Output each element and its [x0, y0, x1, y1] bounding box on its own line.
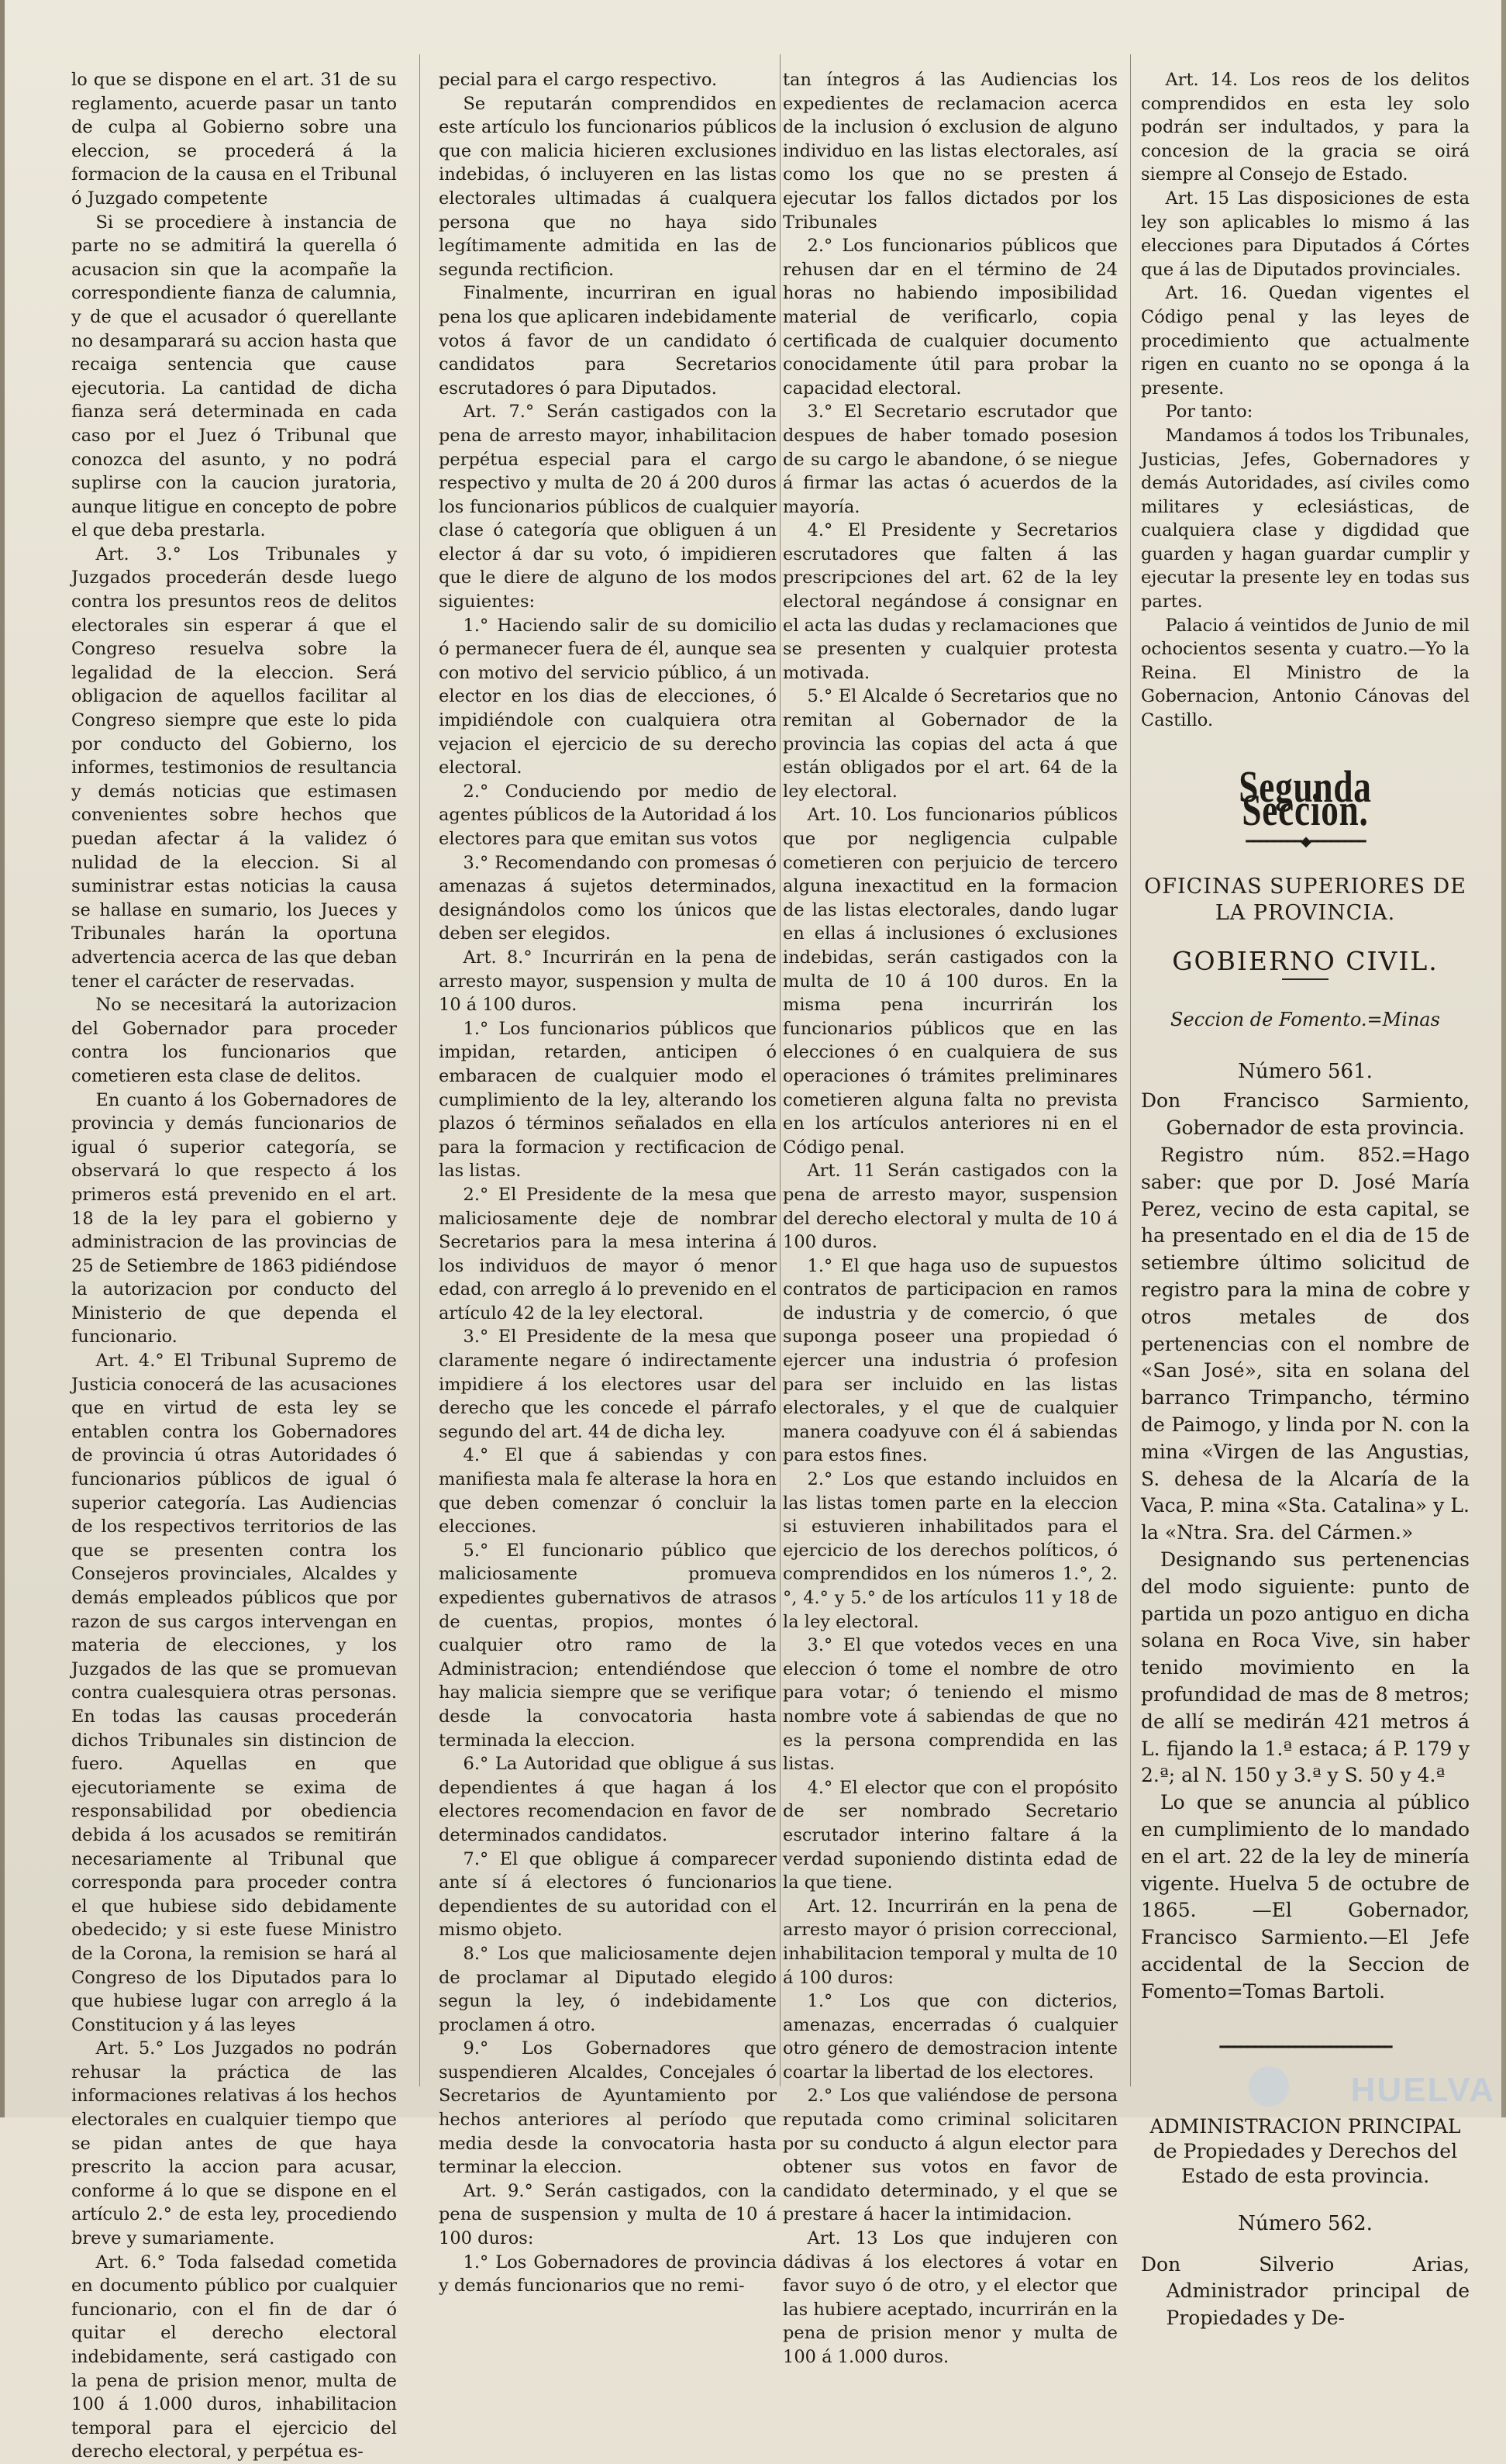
- col4-paragraph: Mandamos á todos los Tribunales, Justicias, Jefes, Gobernadores y demás Autoridades, así civiles como militares y eclesiásticas, de cualquiera clase y digdidad que guarden y hagan guardar cumplir y ejecutar la presente ley en todas sus partes.: [1141, 425, 1470, 613]
- col2-paragraph: 2.° El Presidente de la mesa que maliciosamente deje de nombrar Secretarios para la mesa interina á los individuos de mayor ó menor edad, con arreglo á lo prevenido en el artículo 42 de la ley electoral.: [439, 1184, 777, 1323]
- col2-paragraph: pecial para el cargo respectivo.: [439, 70, 718, 90]
- administration-heading: ADMINISTRACION PRINCIPAL de Propiedades y Derechos del Estado de esta provincia.: [1149, 2115, 1461, 2188]
- col3-paragraph: tan íntegros á las Audiencias los expedientes de reclamacion acerca de la inclusion ó exclusion de alguno individuo en las listas electorales, así como los que no se presten á ejecutar los fallos dictados por los Tribunales: [783, 70, 1118, 233]
- col3-paragraph: 2.° Los que valiéndose de persona reputada como criminal solicitaren por su conducto á algun elector para obtener sus votos en favor de candidato determinado, y el que se prestare á hacer la intimidacion.: [783, 2086, 1118, 2225]
- law-closing-text: [1141, 68, 1470, 733]
- col2-paragraph: 3.° Recomendando con promesas ó amenazas á sujetos determinados, designándolos como los únicos que deben ser elegidos.: [439, 852, 777, 944]
- col2-paragraph: Art. 8.° Incurrirán en la pena de arresto mayor, suspension y multa de 10 á 100 duros.: [439, 947, 777, 1016]
- ornamental-rule: ━━━━━━━━◆━━━━━━━━: [1246, 833, 1365, 850]
- col3-paragraph: Art. 13 Los que indujeren con dádivas á los electores á votar en favor suyo ó de otro, y el elector que las hubiere aceptado, incurrirán en la pena de prision menor y multa de 100 á 1.000 duros.: [783, 2228, 1118, 2367]
- col3-paragraph: Art. 12. Incurrirán en la pena de arresto mayor ó prision correccional, inhabilitacion temporal y multa de 10 á 100 duros:: [783, 1896, 1118, 1988]
- column-3: [783, 68, 1118, 2367]
- col3-paragraph: 2.° Los que estando incluidos en las listas tomen parte en la eleccion si estuvieren inhabilitados para el ejercicio de los derechos políticos, ó comprendidos en los números 1.°, 2.°, 4.° y 5.° de los artículos 11 y 18 de la ley electoral.: [783, 1469, 1118, 1632]
- column-1: [71, 68, 397, 2462]
- col4-paragraph: Art. 15 Las disposiciones de esta ley son aplicables lo mismo á las elecciones para Diputados á Córtes que á las de Diputados provinciales.: [1141, 188, 1470, 280]
- page-edge-left: [0, 0, 5, 2117]
- page-edge-right: [1501, 0, 1506, 2117]
- col1-paragraph: Art. 4.° El Tribunal Supremo de Justicia conocerá de las acusaciones que en virtud de esta ley se entablen contra los Gobernadores de provincia ú otras Autoridades ó funcionarios públicos de igual ó superior categoría. Las Audiencias de los respectivos territorios de las que se presenten contra los Consejeros provinciales, Alcaldes y demás empleados públicos que por razon de sus cargos intervengan en materia de elecciones, y los Juzgados de las que se promuevan contra cualesquiera otras personas. En todas las causas procederán dichos Tribunales sin distincion de fuero. Aquellas en que ejecutoriamente se exima de responsabilidad por obediencia debida á los acusados se remitirán necesariamente al Tribunal que corresponda para proceder contra el que hubiese sido debidamente obedecido; y si este fuese Ministro de la Corona, la remision se hará al Congreso de los Diputados para lo que hubiese lugar con arreglo á la Constitucion y á las leyes: [71, 1351, 397, 2035]
- col1-paragraph: No se necesitará la autorizacion del Gobernador para proceder contra los funcionarios que cometieren esta clase de delitos.: [71, 995, 397, 1086]
- col1-paragraph: lo que se dispone en el art. 31 de su reglamento, acuerde pasar un tanto de culpa al Gobierno sobre una eleccion, se procederá á la formacion de la causa en el Tribunal ó Juzgado competente: [71, 70, 397, 209]
- mining-notice-paragraph: Registro núm. 852.=Hago saber: que por D. José María Perez, vecino de esta capital, se ha presentado en el dia de 15 de setiembre último solicitud de registro para la mina de cobre y otros metales de dos pertenencias con el nombre de «San José», sita en solana del barranco Trimpancho, término de Paimogo, y linda por N. con la mina «Virgen de las Angustias, S. dehesa de la Alcaría de la Vaca, P. mina «Sta. Catalina» y L. la «Ntra. Sra. del Cármen.»: [1141, 1143, 1470, 1544]
- notice-number-562: Número 562.: [1238, 2212, 1373, 2236]
- col1-paragraph: Art. 3.° Los Tribunales y Juzgados procederán desde luego contra los presuntos reos de delitos electorales sin esperar á que el Congreso resuelva sobre la legalidad de la eleccion. Será obligacion de aquellos facilitar al Congreso siempre que este lo pida por conducto del Gobierno, los informes, testimonios de resultancia y demás noticias que estimasen convenientes sobre hechos que puedan afectar á la validez ó nulidad de la eleccion. Si al suministrar estas noticias la causa se hallase en sumario, los Jueces y Tribunales harán la oportuna advertencia acerca de las que deban tener el carácter de reservadas.: [71, 544, 397, 992]
- column-rule-2: [780, 54, 781, 2086]
- short-divider: [1282, 978, 1329, 980]
- mining-notice-paragraph: Lo que se anuncia al público en cumplimiento de lo mandado en el art. 22 de la ley de minería vigente. Huelva 5 de octubre de 1865. —El Gobernador, Francisco Sarmiento.—El Jefe accidental de la Seccion de Fomento=Tomas Bartoli.: [1141, 1791, 1470, 2003]
- divider-rule: ━━━━━━━━━━━━━━━━━━━━━━━━━: [1219, 2039, 1391, 2056]
- administrator-name: Don Silverio Arias, Administrador principal de Propiedades y De-: [1141, 2252, 1470, 2330]
- col4-paragraph: Art. 16. Quedan vigentes el Código penal y las leyes de procedimiento que actualmente rigen en cuanto no se oponga á la presente.: [1141, 283, 1470, 399]
- col2-paragraph: Finalmente, incurriran en igual pena los que aplicaren indebidamente votos á favor de un candidato ó candidatos para Secretarios escrutadores ó para Diputados.: [439, 283, 777, 399]
- column-rule-1: [419, 54, 420, 2086]
- col2-paragraph: 1.° Los Gobernadores de provincia y demás funcionarios que no remi-: [439, 2252, 777, 2297]
- section-title: Segunda Seccion.: [1239, 761, 1372, 836]
- column-4: [1141, 68, 1470, 2330]
- archive-watermark: HUELVA: [1350, 2071, 1495, 2109]
- col3-paragraph: 1.° El que haga uso de supuestos contratos de participacion en ramos de industria y de comercio, ó que suponga poseer una propiedad ó ejercer una industria ó profesion para ser incluido en las listas electorales, y el que de cualquier manera coadyuve con él á sabiendas para estos fines.: [783, 1255, 1118, 1466]
- col2-paragraph: 2.° Conduciendo por medio de agentes públicos de la Autoridad á los electores para que emitan sus votos: [439, 781, 777, 849]
- col2-paragraph: 1.° Haciendo salir de su domicilio ó permanecer fuera de él, aunque sea con motivo del servicio público, á un elector en los dias de elecciones, ó impidiéndole con cualquiera otra vejacion el ejercicio de su derecho electoral.: [439, 615, 777, 778]
- col3-paragraph: 3.° El que votedos veces en una eleccion ó tome el nombre de otro para votar; ó teniendo el mismo nombre vote á sabiendas de que no es la persona comprendida en las listas.: [783, 1635, 1118, 1775]
- col1-paragraph: En cuanto á los Gobernadores de provincia y demás funcionarios de igual ó superior categoría, se observará lo que respecto á los primeros está prevenido en el art. 18 de la ley para el gobierno y administracion de las provincias de 25 de Setiembre de 1863 pidiéndose la autorizacion por conducto del Ministerio de que dependa el funcionario.: [71, 1089, 397, 1348]
- subsection-heading: Seccion de Fomento.=Minas: [1170, 1009, 1440, 1030]
- offices-heading: OFICINAS SUPERIORES DE LA PROVINCIA.: [1144, 875, 1466, 926]
- col4-paragraph: Palacio á veintidos de Junio de mil ochocientos sesenta y cuatro.—Yo la Reina. El Ministro de la Gobernacion, Antonio Cánovas del Castillo.: [1141, 615, 1470, 731]
- col2-paragraph: 1.° Los funcionarios públicos que impidan, retarden, anticipen ó embaracen de cualquier modo el cumplimiento de la ley, alterando los plazos ó términos señalados en ella para la formacion y rectificacion de las listas.: [439, 1018, 777, 1182]
- col1-paragraph: Si se procediere à instancia de parte no se admitirá la querella ó acusacion sin que la acompañe la correspondiente fianza de calumnia, y de que el acusador ó querellante no desamparará su accion hasta que recaiga sentencia que cause ejecutoria. La cantidad de dicha fianza será determinada en cada caso por el Juez ó Tribunal que conozca del asunto, y no podrá suplirse con la caucion juratoria, aunque litigue en concepto de pobre el que deba prestarla.: [71, 212, 397, 541]
- col2-paragraph: 5.° El funcionario público que maliciosamente promueva expedientes gubernativos de atrasos de cuentas, propios, montes ó cualquier otro ramo de la Administracion; entendiéndose que hay malicia siempre que se verifique desde la convocatoria hasta terminada la eleccion.: [439, 1540, 777, 1751]
- notice-561: [1141, 1058, 1470, 2006]
- col3-paragraph: 3.° El Secretario escrutador que despues de haber tomado posesion de su cargo le abandone, ó se niegue á firmar las actas ó acuerdos de la mayoría.: [783, 402, 1118, 517]
- col2-paragraph: 8.° Los que maliciosamente dejen de proclamar al Diputado elegido segun la ley, ó indebidamente proclamen á otro.: [439, 1943, 777, 2035]
- col2-paragraph: 9.° Los Gobernadores que suspendieren Alcaldes, Concejales ó Secretarios de Ayuntamiento por hechos anteriores al período que media desde la convocatoria hasta terminar la eleccion.: [439, 2038, 777, 2178]
- col3-paragraph: Art. 10. Los funcionarios públicos que por negligencia culpable cometieren con perjuicio de tercero alguna inexactitud en la formacion de las listas electorales, dando lugar en ellas á inclusiones ó exclusiones indebidas, serán castigados con la multa de 10 á 100 duros. En la misma pena incurrirán los funcionarios públicos que en las elecciones ó en cualquiera de sus operaciones ó trámites preliminares cometieren alguna falta no prevista en los artículos anteriores ni en el Código penal.: [783, 805, 1118, 1158]
- col2-paragraph: 4.° El que á sabiendas y con manifiesta mala fe alterase la hora en que deben comenzar ó concluir la elecciones.: [439, 1445, 777, 1537]
- col4-paragraph: Art. 14. Los reos de los delitos comprendidos en esta ley solo podrán ser indultados, y para la concesion de la gracia se oirá siempre al Consejo de Estado.: [1141, 70, 1470, 185]
- notice-number: Número 561.: [1238, 1059, 1373, 1083]
- column-rule-3: [1130, 54, 1131, 2086]
- col3-paragraph: 5.° El Alcalde ó Secretarios que no remitan al Gobernador de la provincia las copias del acta á que están obligados por el art. 64 de la ley electoral.: [783, 686, 1118, 802]
- government-heading: GOBIERNO CIVIL.: [1172, 946, 1439, 977]
- col4-paragraph: Por tanto:: [1165, 402, 1253, 423]
- col3-paragraph: 4.° El Presidente y Secretarios escrutadores que falten á las prescripciones del art. 62 de la ley electoral negándose á consignar en el acta las dudas y reclamaciones que se presenten y cualquier protesta motivada.: [783, 520, 1118, 683]
- col3-paragraph: 1.° Los que con dicterios, amenazas, encerradas ó cualquier otro género de demostracion intente coartar la libertad de los electores.: [783, 1991, 1118, 2083]
- col2-paragraph: Art. 7.° Serán castigados con la pena de arresto mayor, inhabilitacion perpétua especial para el cargo respectivo y multa de 20 á 200 duros los funcionarios públicos de cualquier clase ó categoría que obliguen á un elector á dar su voto, ó impidieren que le diere de alguno de los modos siguientes:: [439, 402, 777, 613]
- col1-paragraph: Art. 5.° Los Juzgados no podrán rehusar la práctica de las informaciones relativas á los hechos electorales en cualquier tiempo que se pidan antes de que haya prescrito la accion para acusar, conforme á lo que se dispone en el artículo 2.° de esta ley, procediendo breve y sumariamente.: [71, 2038, 397, 2249]
- col2-paragraph: 6.° La Autoridad que obligue á sus dependientes á que hagan á los electores recomendacion en favor de determinados candidatos.: [439, 1754, 777, 1845]
- col3-paragraph: 4.° El elector que con el propósito de ser nombrado Secretario escrutador interino faltare á la verdad suponiendo distinta edad de la que tiene.: [783, 1777, 1118, 1893]
- col2-paragraph: Se reputarán comprendidos en este artículo los funcionarios públicos que con malicia hicieren exclusiones indebidas, ó incluyeren en las listas electorales ultimadas á cualquera persona que no haya sido legítimamente admitida en las de segunda rectificion.: [439, 93, 777, 280]
- col2-paragraph: Art. 9.° Serán castigados, con la pena de suspension y multa de 10 á 100 duros:: [439, 2180, 777, 2249]
- governor-name: Don Francisco Sarmiento, Gobernador de esta provincia.: [1141, 1089, 1470, 1140]
- col3-paragraph: Art. 11 Serán castigados con la pena de arresto mayor, suspension del derecho electoral y multa de 10 á 100 duros.: [783, 1161, 1118, 1253]
- col2-paragraph: 3.° El Presidente de la mesa que claramente negare ó indirectamente impidiere á los electores usar del derecho que les concede el párrafo segundo del art. 44 de dicha ley.: [439, 1327, 777, 1442]
- col3-paragraph: 2.° Los funcionarios públicos que rehusen dar en el término de 24 horas no habiendo imposibilidad material de verificarlo, copia certificada de cualquier documento conocidamente útil para probar la capacidad electoral.: [783, 236, 1118, 399]
- col2-paragraph: 7.° El que obligue á comparecer ante sí á electores ó funcionarios dependientes de su autoridad con el mismo objeto.: [439, 1848, 777, 1941]
- mining-notice-body: [1141, 1142, 1470, 2006]
- mining-notice-paragraph: Designando sus pertenencias del modo siguiente: punto de partida un pozo antiguo en dicha solana en Roca Vive, sin haber tenido movimiento en la profundidad de mas de 8 metros; de allí se medirán 421 metros á L. fijando la 1.ª estaca; á P. 179 y 2.ª; al N. 150 y 3.ª y S. 50 y 4.ª: [1141, 1548, 1470, 1787]
- column-2: [439, 68, 777, 2297]
- archive-seal-logo: [1249, 2066, 1289, 2107]
- col1-paragraph: Art. 6.° Toda falsedad cometida en documento público por cualquier funcionario, con el fin de dar ó quitar el derecho electoral indebidamente, será castigado con la pena de prision menor, multa de 100 á 1.000 duros, inhabilitacion temporal para el ejercicio del derecho electoral, y perpétua es-: [71, 2252, 397, 2462]
